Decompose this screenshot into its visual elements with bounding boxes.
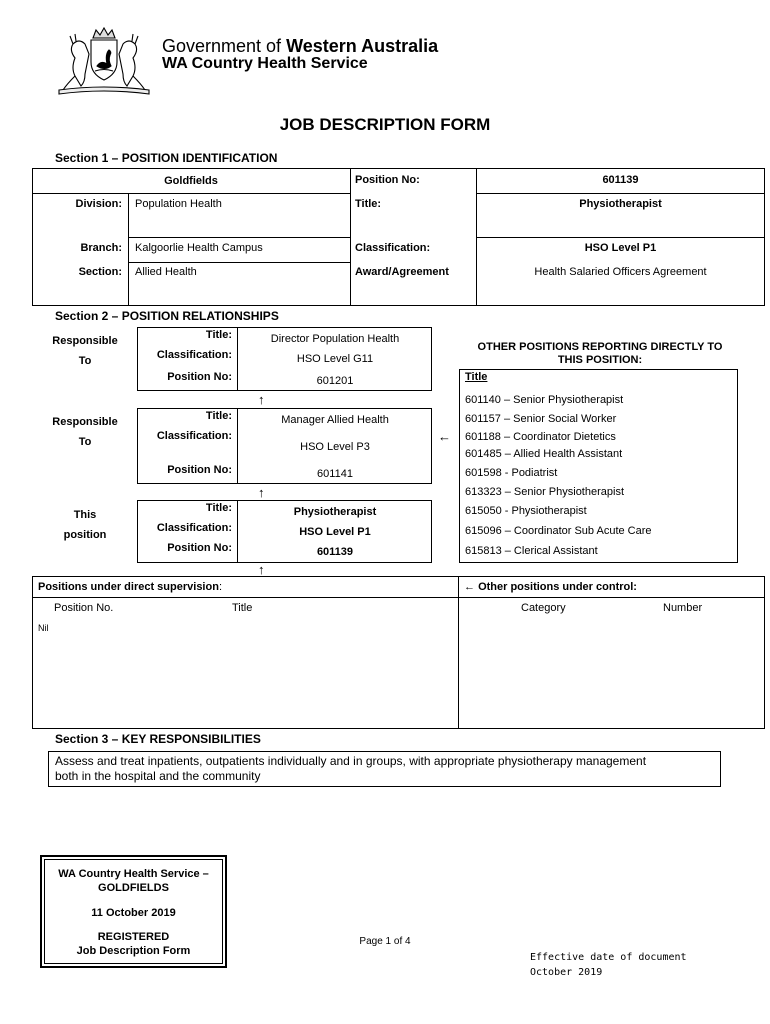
box3-classification-label: Classification: [156,522,232,534]
stamp-line1: WA Country Health Service – [58,868,209,880]
region-value: Goldfields [164,175,218,187]
government-heading-bold: Western Australia [286,36,439,56]
col-title: Title [232,602,253,614]
division-label: Division: [75,198,122,210]
box1-position-no-label: Position No: [167,371,232,383]
box1-classification-value: HSO Level G11 [296,353,374,365]
stamp-date: 11 October 2019 [91,907,176,919]
list-item: 615813 – Clerical Assistant [465,545,598,557]
branch-label: Branch: [80,242,122,254]
arrow-up-icon: ↑ [258,392,265,407]
this-line2: position [63,529,107,541]
this-line1: This [73,509,97,521]
list-item: 615096 – Coordinator Sub Acute Care [465,525,652,537]
other-control-heading [464,580,637,594]
key-responsibilities-text [55,754,646,784]
under-supervision-colon: : [218,581,222,593]
under-supervision-heading [38,580,222,594]
box3-classification-value: HSO Level P1 [299,526,371,538]
government-heading-prefix: Government of [162,36,287,56]
list-item: 601188 – Coordinator Dietetics [465,431,616,443]
responsibility-line1: Assess and treat inpatients, outpatients individually and in groups, with appropriate physiotherapy management [55,754,647,768]
under-supervision-label: Positions under direct supervision [38,581,219,593]
responsible-line1: Responsible [52,335,118,347]
box3-position-no-value: 601139 [316,546,354,558]
other-control-label: Other positions under control: [478,581,637,593]
section2-heading: Section 2 – POSITION RELATIONSHIPS [55,309,279,323]
title-label: Title: [355,198,382,210]
other-positions-heading [462,341,738,367]
box2-position-no-label: Position No: [167,464,232,476]
division-value: Population Health [135,198,222,210]
form-title: JOB DESCRIPTION FORM [279,115,491,134]
box2-position-no-value: 601141 [317,468,353,480]
this-position-label [40,505,130,545]
award-label: Award/Agreement [355,266,449,278]
wa-coat-of-arms-icon [55,24,153,96]
agency-heading: WA Country Health Service [162,55,368,72]
box2-title-value: Manager Allied Health [281,414,389,426]
box1-position-no-value: 601201 [316,375,354,387]
col-number: Number [663,602,703,614]
award-value: Health Salaried Officers Agreement [534,266,707,278]
col-category: Category [521,602,566,614]
effective-date-value: October 2019 [530,967,603,978]
box2-classification-value: HSO Level P3 [300,441,370,453]
classification-value: HSO Level P1 [584,242,657,254]
arrow-up-icon: ↑ [258,562,265,577]
box2-classification-label: Classification: [156,430,232,442]
box1-title-value: Director Population Health [270,333,400,345]
responsibility-line2: both in the hospital and the community [55,769,261,783]
list-item: 601598 - Podiatrist [465,467,558,479]
position-no-value: 601139 [602,174,639,186]
box2-title-label: Title: [205,410,232,422]
responsible-line2: To [78,436,92,448]
other-title-label: Title [465,371,488,383]
box3-position-no-label: Position No: [167,542,232,554]
section-label: Section: [78,266,122,278]
other-heading-line2: THIS POSITION: [557,354,643,366]
col-position-no: Position No. [54,602,114,614]
responsible-to-label-1 [40,331,130,371]
box1-classification-label: Classification: [156,349,232,361]
list-item: 615050 - Physiotherapist [465,505,587,517]
box3-title-value: Physiotherapist [293,506,377,518]
stamp-line2: GOLDFIELDS [98,882,169,894]
box3-title-label: Title: [205,502,232,514]
list-item: 601157 – Senior Social Worker [465,413,617,425]
arrow-left-icon: ← [438,429,451,444]
list-item: 613323 – Senior Physiotherapist [465,486,624,498]
branch-value: Kalgoorlie Health Campus [135,242,263,254]
stamp-line4: Job Description Form [76,945,191,957]
arrow-left-icon: ← [464,581,479,593]
title-value: Physiotherapist [579,198,662,210]
section3-heading: Section 3 – KEY RESPONSIBILITIES [55,732,261,746]
effective-date-label: Effective date of document [530,952,687,963]
responsible-line2: To [78,355,92,367]
government-heading [162,36,438,56]
classification-label: Classification: [355,242,431,254]
arrow-up-icon: ↑ [258,485,265,500]
responsible-to-label-2 [40,412,130,452]
responsible-line1: Responsible [52,416,118,428]
nil-value: Nil [38,623,49,633]
page-number: Page 1 of 4 [359,936,411,947]
list-item: 601485 – Allied Health Assistant [465,448,623,460]
section-value: Allied Health [135,266,197,278]
list-item: 601140 – Senior Physiotherapist [465,394,624,406]
section1-heading: Section 1 – POSITION IDENTIFICATION [55,151,278,165]
supervision-table [32,576,765,729]
stamp-line3: REGISTERED [97,931,170,943]
position-no-label: Position No: [355,174,420,186]
box1-title-label: Title: [205,329,232,341]
other-heading-line1: OTHER POSITIONS REPORTING DIRECTLY TO [477,341,723,353]
